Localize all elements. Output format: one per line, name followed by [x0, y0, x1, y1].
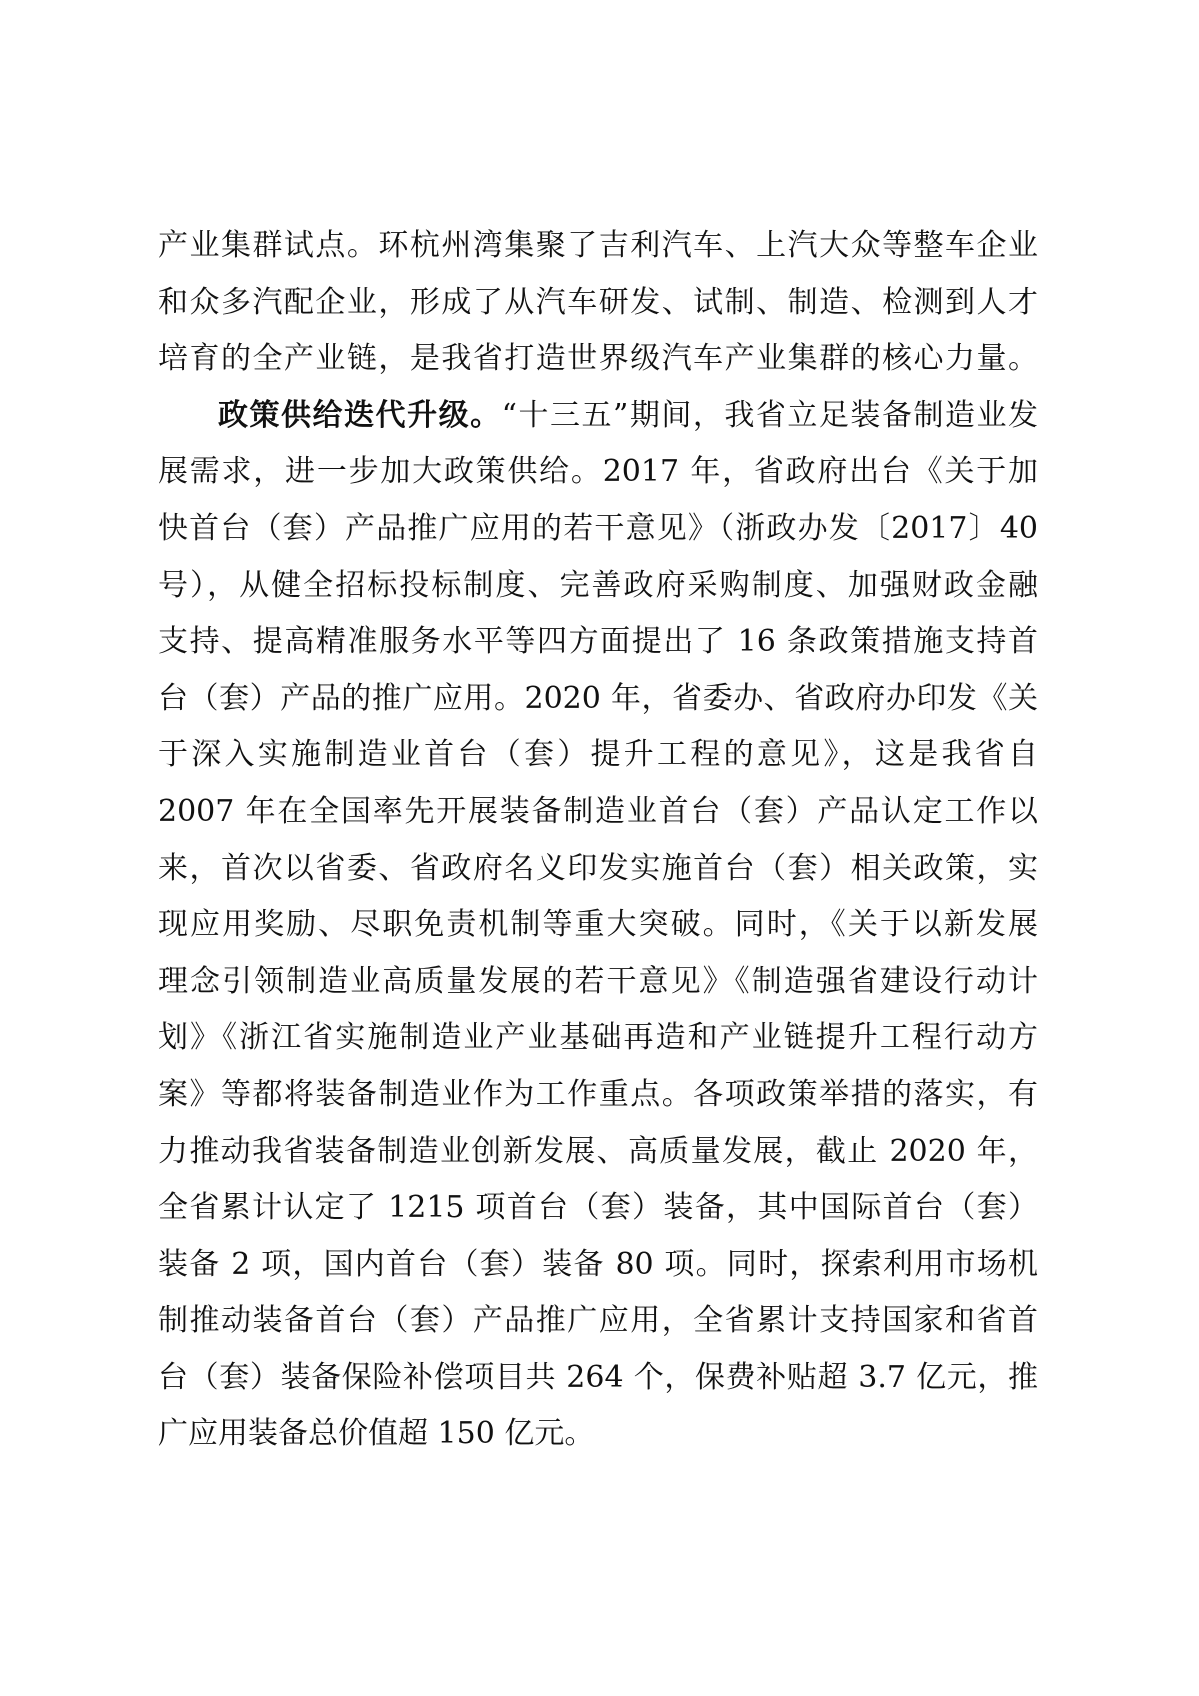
text-line: 快首台（套）产品推广应用的若干意见》（浙政办发〔2017〕40: [158, 510, 1038, 546]
text-line: 现应用奖励、尽职免责机制等重大突破。同时，《关于以新发展: [158, 907, 1038, 943]
paragraph-2: [158, 388, 1038, 1463]
text-line: 案》等都将装备制造业作为工作重点。各项政策举措的落实，有: [158, 1076, 1038, 1112]
text-line: 培育的全产业链，是我省打造世界级汽车产业集群的核心力量。: [158, 341, 1038, 377]
body-text: [158, 218, 1038, 1463]
text-line: 2007 年在全国率先开展装备制造业首台（套）产品认定工作以: [158, 793, 1038, 829]
text-line: 和众多汽配企业，形成了从汽车研发、试制、制造、检测到人才: [158, 284, 1038, 320]
text-line: 于深入实施制造业首台（套）提升工程的意见》，这是我省自: [158, 737, 1038, 773]
text-line: 划》《浙江省实施制造业产业基础再造和产业链提升工程行动方: [158, 1020, 1038, 1056]
text-line: 支持、提高精准服务水平等四方面提出了 16 条政策措施支持首: [158, 624, 1038, 660]
text-line: 展需求，进一步加大政策供给。2017 年，省政府出台《关于加: [158, 454, 1038, 490]
paragraph-heading: 政策供给迭代升级。: [218, 397, 502, 433]
text-line: 全省累计认定了 1215 项首台（套）装备，其中国际首台（套）: [158, 1190, 1038, 1226]
paragraph-1: [158, 218, 1038, 388]
text-line: 广应用装备总价值超 150 亿元。: [158, 1416, 595, 1452]
text-line: 台（套）装备保险补偿项目共 264 个，保费补贴超 3.7 亿元，推: [158, 1359, 1038, 1395]
paragraph-first-line: [158, 388, 1038, 445]
text-line: 力推动我省装备制造业创新发展、高质量发展，截止 2020 年，: [158, 1133, 1038, 1169]
text-line: 来，首次以省委、省政府名义印发实施首台（套）相关政策，实: [158, 850, 1038, 886]
text-line: 制推动装备首台（套）产品推广应用，全省累计支持国家和省首: [158, 1303, 1038, 1339]
text-line: 装备 2 项，国内首台（套）装备 80 项。同时，探索利用市场机: [158, 1246, 1038, 1282]
text-line: 号），从健全招标投标制度、完善政府采购制度、加强财政金融: [158, 567, 1038, 603]
text-line: 台（套）产品的推广应用。2020 年，省委办、省政府办印发《关: [158, 680, 1038, 716]
text-line: 产业集群试点。环杭州湾集聚了吉利汽车、上汽大众等整车企业: [158, 228, 1038, 263]
text-line: 理念引领制造业高质量发展的若干意见》《制造强省建设行动计: [158, 963, 1038, 999]
text-fragment: “十三五”期间，我省立足装备制造业发: [501, 397, 1038, 433]
